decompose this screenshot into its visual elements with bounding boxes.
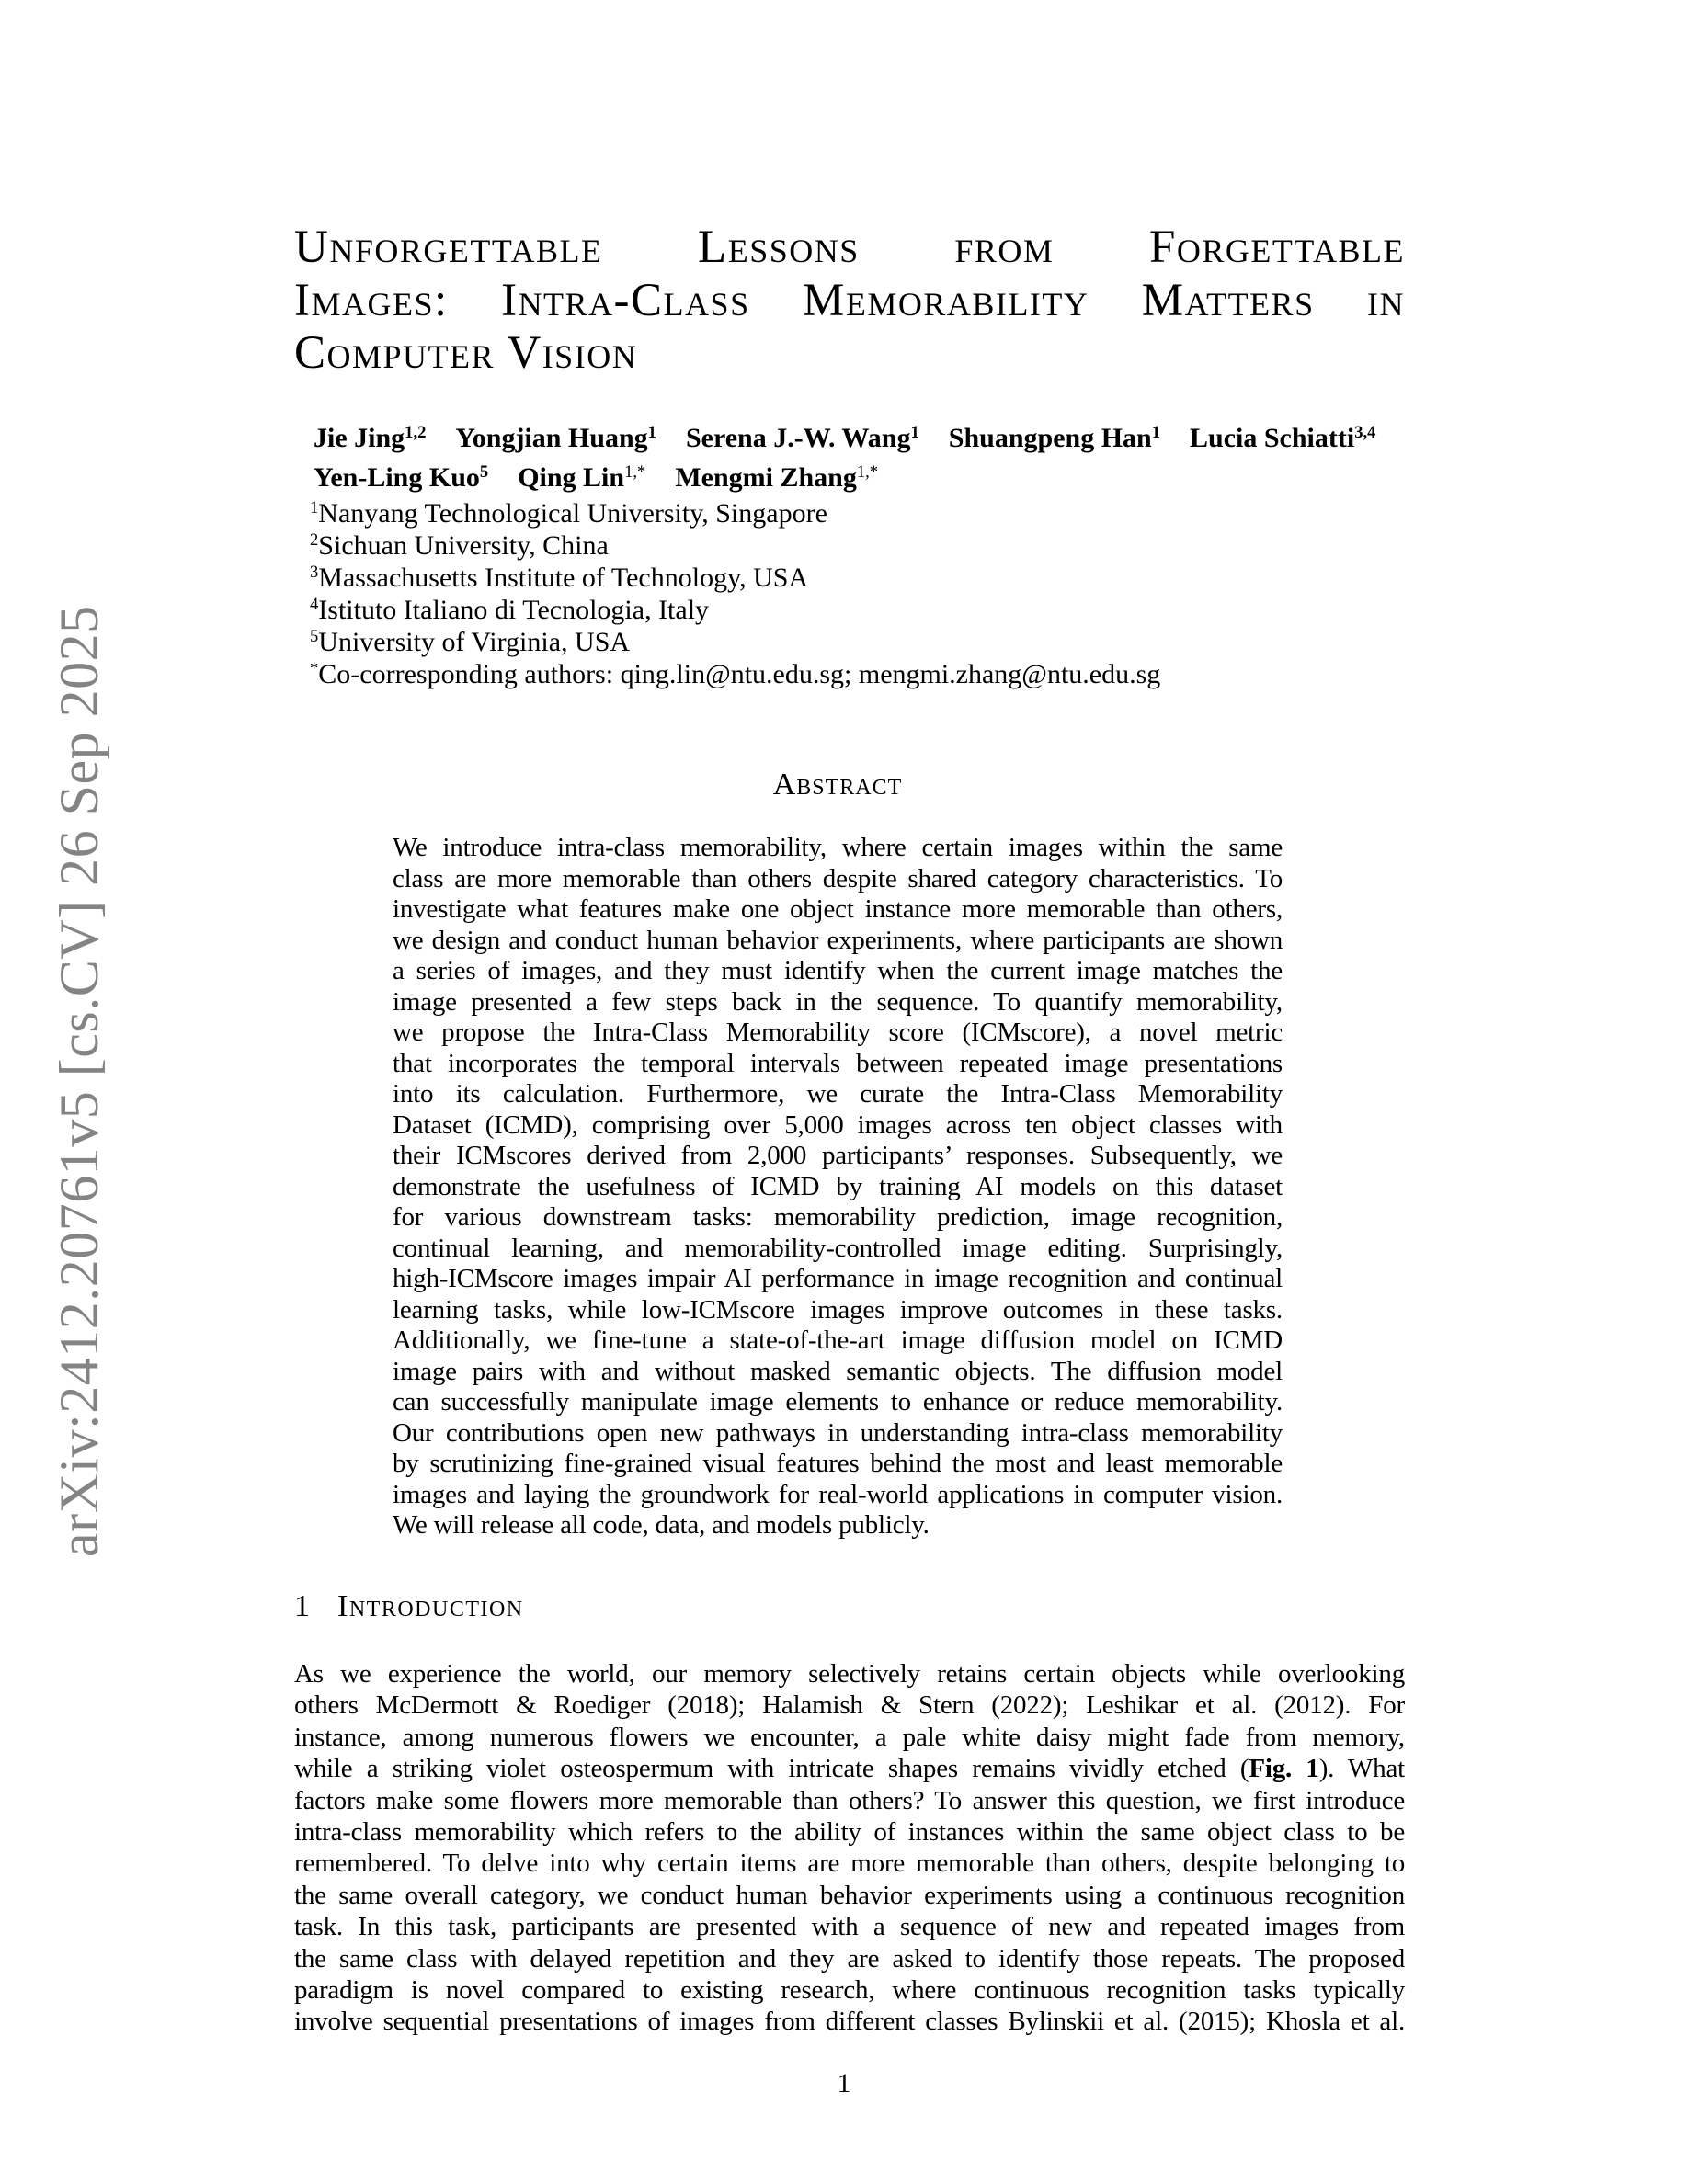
introduction-text-line: the same overall category, we conduct human behavior experiments using a continuous recognition [294, 1880, 1405, 1910]
paper-title-line: Images: Intra-Class Memorability Matters in [294, 274, 1405, 326]
abstract-text-line: We will release all code, data, and models publicly. [393, 1510, 930, 1540]
author-affil-superscript: 1 [910, 422, 919, 442]
affiliation-text: Istituto Italiano di Tecnologia, Italy [318, 595, 710, 625]
abstract-text-line: Our contributions open new pathways in understanding intra-class memorability [393, 1417, 1283, 1448]
author-name: Yongjian Huang [455, 423, 648, 453]
author-affil-superscript: 1,* [856, 461, 879, 482]
author [686, 418, 919, 458]
author-name: Jie Jing [314, 423, 405, 453]
affiliation-superscript: 3 [310, 562, 319, 582]
section-title: Introduction [337, 1589, 524, 1623]
abstract-text-line: class are more memorable than others despite shared category characteristics. To [393, 863, 1283, 893]
paper-title [294, 222, 1405, 381]
author [949, 418, 1160, 458]
introduction-text-line: the same class with delayed repetition and they are asked to identify those repeats. The proposed [294, 1943, 1405, 1974]
affiliation-line [310, 529, 1450, 562]
author-affil-superscript: 5 [479, 461, 489, 482]
abstract-text-line: by scrutinizing fine-grained visual features behind the most and least memorable [393, 1449, 1283, 1478]
abstract-text-line: Dataset (ICMD), comprising over 5,000 images across ten object classes with [393, 1109, 1283, 1140]
abstract-text-line: image presented a few steps back in the sequence. To quantify memorability, [393, 986, 1283, 1017]
abstract-text-line: into its calculation. Furthermore, we curate the Intra-Class Memorability [393, 1079, 1283, 1109]
introduction-body [294, 1658, 1405, 2038]
affiliation-text: Sichuan University, China [318, 530, 609, 561]
affiliation-text: University of Virginia, USA [318, 627, 631, 657]
author-affil-superscript: 1,* [624, 461, 646, 482]
author [455, 418, 656, 458]
introduction-text-line: paradigm is novel compared to existing research, where continuous recognition tasks typically [294, 1975, 1405, 2006]
affiliation-line [310, 594, 1450, 626]
abstract-text-line: images and laying the groundwork for real-world applications in computer vision. [393, 1479, 1283, 1509]
authors-row-2 [314, 458, 1454, 497]
author-name: Yen-Ling Kuo [314, 462, 480, 493]
affiliation-superscript: 5 [310, 626, 319, 646]
affiliation-superscript: 4 [310, 594, 319, 614]
introduction-text-line: involve sequential presentations of images from different classes Bylinskii et al. (2015); Khosla et al. [294, 2007, 1405, 2037]
author-name: Serena J.-W. Wang [685, 423, 911, 453]
abstract-text-line: can successfully manipulate image elements to enhance or reduce memorability. [393, 1387, 1283, 1416]
authors-block [314, 418, 1454, 497]
abstract-text-line: image pairs with and without masked semantic objects. The diffusion model [393, 1356, 1283, 1386]
section-number: 1 [294, 1589, 310, 1623]
author-affil-superscript: 1,2 [405, 422, 427, 442]
page-number: 1 [837, 2068, 851, 2099]
introduction-text-line: while a striking violet osteospermum with intricate shapes remains vividly etched (Fig. 1). What [294, 1754, 1405, 1784]
author-affil-superscript: 1 [647, 422, 656, 442]
abstract-text-line: demonstrate the usefulness of ICMD by training AI models on this dataset [393, 1171, 1283, 1201]
author [1190, 418, 1375, 458]
introduction-text-line: task. In this task, participants are presented with a sequence of new and repeated images from [294, 1912, 1405, 1942]
abstract-text-line: we propose the Intra-Class Memorability score (ICMscore), a novel metric [393, 1018, 1283, 1047]
affiliation-text: Massachusetts Institute of Technology, USA [318, 563, 809, 593]
abstract-text-line: we design and conduct human behavior experiments, where participants are shown [393, 925, 1283, 955]
abstract-text-line: investigate what features make one object instance more memorable than others, [393, 894, 1283, 924]
author-name: Qing Lin [518, 462, 625, 493]
author [314, 418, 426, 458]
abstract-body [393, 833, 1283, 1541]
affiliation-line [310, 626, 1450, 658]
abstract-text-line: for various downstream tasks: memorability prediction, image recognition, [393, 1202, 1283, 1232]
introduction-text-line: intra-class memorability which refers to the ability of instances within the same object class to be [294, 1817, 1405, 1848]
author-name: Lucia Schiatti [1190, 423, 1355, 453]
author-name: Mengmi Zhang [675, 462, 857, 493]
abstract-heading: Abstract [772, 768, 903, 802]
introduction-text-line: As we experience the world, our memory selectively retains certain objects while overlooking [294, 1659, 1405, 1689]
abstract-text-line: We introduce intra-class memorability, where certain images within the same [393, 833, 1283, 862]
affiliation-text: Co-corresponding authors: qing.lin@ntu.edu.sg; mengmi.zhang@ntu.edu.sg [318, 659, 1161, 689]
affiliations-block [310, 497, 1450, 690]
abstract-text-line: Additionally, we fine-tune a state-of-the-art image diffusion model on ICMD [393, 1325, 1283, 1355]
affiliation-text: Nanyang Technological University, Singapore [318, 498, 827, 529]
abstract-text-line: continual learning, and memorability-controlled image editing. Surprisingly, [393, 1233, 1283, 1263]
author-affil-superscript: 3,4 [1354, 422, 1376, 442]
author [518, 458, 645, 497]
affiliation-superscript: 2 [310, 529, 319, 550]
abstract-text-line: learning tasks, while low-ICMscore images improve outcomes in these tasks. [393, 1294, 1283, 1325]
introduction-text-line: remembered. To delve into why certain items are more memorable than others, despite belonging to [294, 1848, 1405, 1879]
affiliation-superscript: * [310, 658, 319, 678]
affiliation-line [310, 658, 1450, 690]
authors-row-1 [314, 418, 1454, 458]
affiliation-line [310, 562, 1450, 594]
introduction-text-line: instance, among numerous flowers we encounter, a pale white daisy might fade from memory, [294, 1722, 1405, 1752]
abstract-text-line: their ICMscores derived from 2,000 participants’ responses. Subsequently, we [393, 1141, 1283, 1170]
affiliation-superscript: 1 [310, 497, 319, 518]
abstract-text-line: that incorporates the temporal intervals between repeated image presentations [393, 1048, 1283, 1078]
introduction-text-line: others McDermott & Roediger (2018); Halamish & Stern (2022); Leshikar et al. (2012). For [294, 1690, 1405, 1721]
paper-title-line: Computer Vision [294, 327, 638, 379]
arxiv-watermark: arXiv:2412.20761v5 [cs.CV] 26 Sep 2025 [49, 605, 109, 1557]
author-name: Shuangpeng Han [948, 423, 1152, 453]
paper-title-line: Unforgettable Lessons from Forgettable [294, 222, 1405, 273]
author [675, 458, 878, 497]
author-affil-superscript: 1 [1151, 422, 1161, 442]
abstract-text-line: a series of images, and they must identify when the current image matches the [393, 956, 1283, 985]
abstract-text-line: high-ICMscore images impair AI performance in image recognition and continual [393, 1264, 1283, 1293]
author [314, 458, 488, 497]
section-heading-introduction [294, 1589, 1405, 1624]
affiliation-line [310, 497, 1450, 529]
introduction-text-line: factors make some flowers more memorable than others? To answer this question, we first introduce [294, 1785, 1405, 1815]
